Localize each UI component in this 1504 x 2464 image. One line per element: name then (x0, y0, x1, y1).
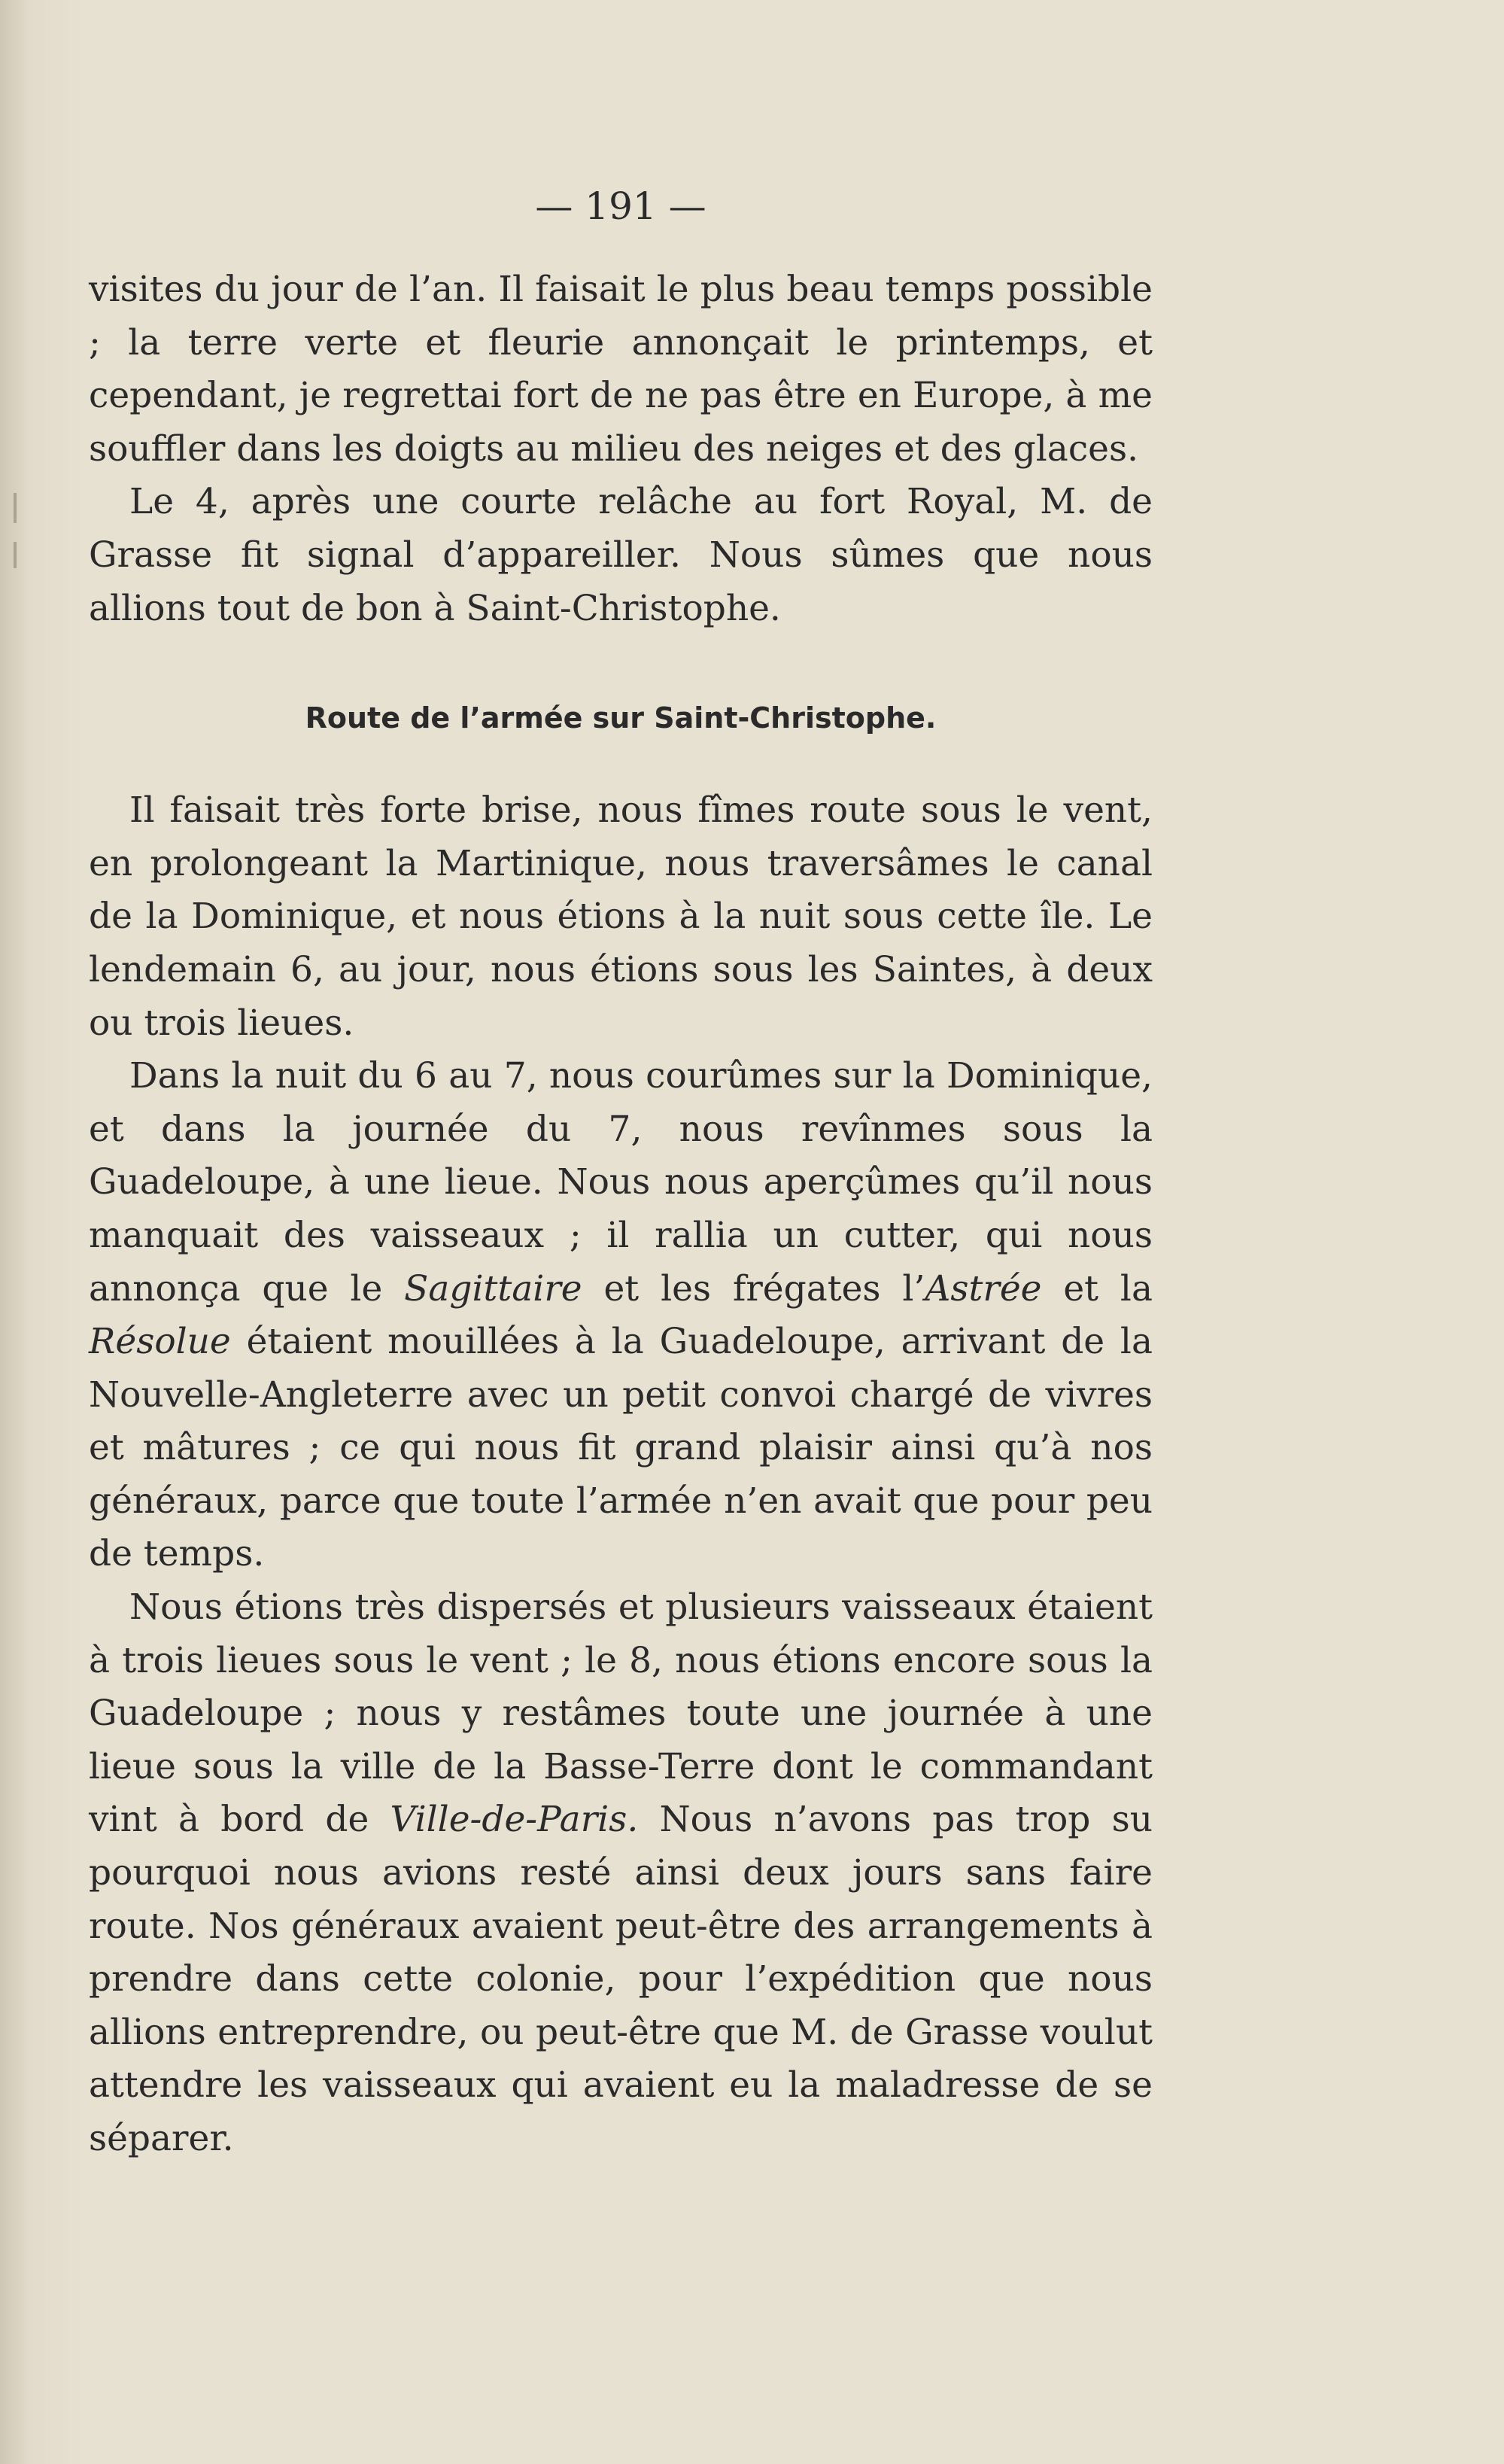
text-run: et les frégates l’ (582, 1267, 925, 1310)
paragraph: Le 4, après une courte relâche au fort Royal, M. de Grasse fit signal d’appareiller. Nous sûmes que nous allions tout de bon à Saint-Christophe. (89, 481, 1153, 629)
page-body (89, 203, 1153, 2166)
text-run: Nous étions très dispersés et plusieurs vaisseaux étaient à trois lieues sous le vent ; le 8, nous étions encore sous la Guadeloupe ; nous y restâmes toute une journée à une lieue sous la ville de la Basse-Terre dont le commandant vint à bord de (89, 1586, 1153, 1841)
margin-mark (14, 493, 17, 523)
margin-mark (14, 542, 17, 568)
ship-name: Sagittaire (404, 1267, 582, 1310)
ship-name: Astrée (925, 1267, 1042, 1310)
text-run: Nous n’avons pas trop su pourquoi nous avions resté ainsi deux jours sans faire route. Nos généraux avaient peut-être des arrangements à prendre dans cette colonie, pour l’expédition que nous allions entreprendre, ou peut-être que M. de Grasse voulut attendre les vaisseaux qui avaient eu la maladresse de se séparer. (89, 1799, 1153, 2159)
paragraph: Il faisait très forte brise, nous fîmes route sous le vent, en prolongeant la Martinique, nous traversâmes le canal de la Dominique, et nous étions à la nuit sous cette île. Le lendemain 6, au jour, nous étions sous les Saintes, à deux ou trois lieues. (89, 789, 1153, 1044)
ship-name: Ville-de-Paris. (390, 1799, 639, 1841)
ship-name: Résolue (89, 1321, 231, 1363)
text-run: Dans la nuit du 6 au 7, nous courûmes sur la Dominique, et dans la journée du 7, nous revînmes sous la Guadeloupe, à une lieue. Nous nous aperçûmes qu’il nous manquait des vaisseaux ; il rallia un cutter, qui nous annonça que le (89, 1055, 1153, 1310)
text-run: et la (1041, 1267, 1153, 1310)
paragraph: visites du jour de l’an. Il faisait le plus beau temps possible ; la terre verte et fleurie annonçait le printemps, et cependant, je regrettai fort de ne pas être en Europe, à me souffler dans les doigts au milieu des neiges et des glaces. (89, 269, 1153, 470)
page-number: — 191 — (535, 184, 706, 228)
section-heading: Route de l’armée sur Saint-Christophe. (305, 701, 937, 735)
text-run: étaient mouillées à la Guadeloupe, arrivant de la Nouvelle-Angleterre avec un petit convoi chargé de vivres et mâtures ; ce qui nous fit grand plaisir ainsi qu’à nos généraux, parce que toute l’armée n’en avait que pour peu de temps. (89, 1321, 1153, 1575)
paragraph (89, 1050, 1153, 1581)
paragraph (89, 1581, 1153, 2166)
